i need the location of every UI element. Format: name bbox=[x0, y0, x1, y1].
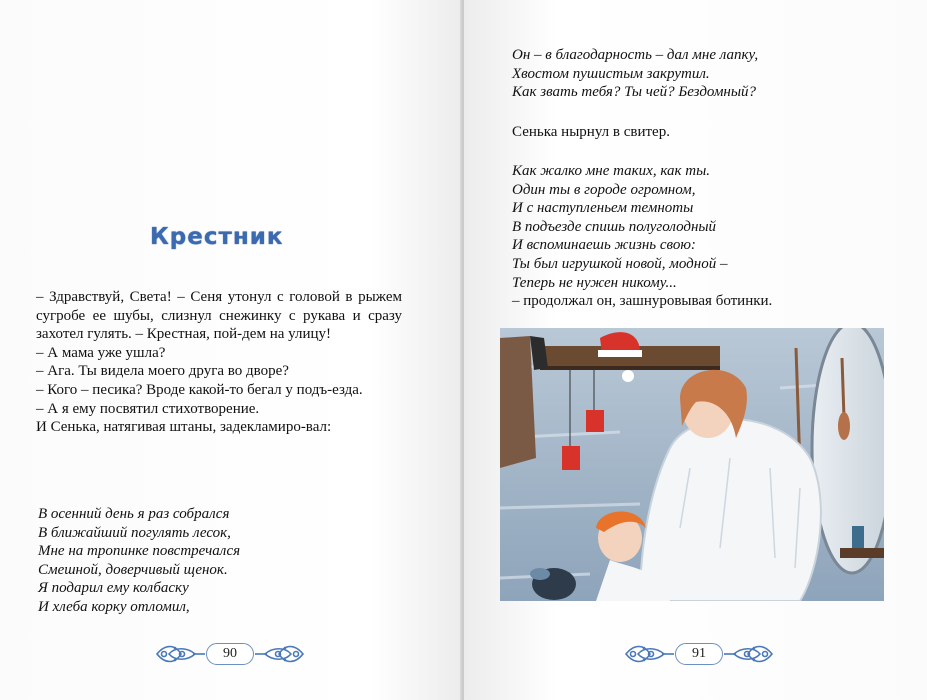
poem-line: И вспоминаешь жизнь свою: bbox=[512, 237, 696, 254]
poem-stanza-left bbox=[38, 505, 338, 617]
prose-paragraph: – Кого – песика? Вроде какой-то бегал у подъ-езда. bbox=[36, 381, 363, 398]
poem-line: Смешной, доверчивый щенок. bbox=[38, 561, 228, 578]
poem-line: Как жалко мне таких, как ты. bbox=[512, 163, 710, 179]
poem-line: Ты был игрушкой новой, модной – bbox=[512, 255, 728, 272]
illustration-picture bbox=[500, 328, 884, 601]
poem-line: В осенний день я раз собрался bbox=[38, 506, 230, 522]
prose-paragraph: – Здравствуй, Света! – Сеня утонул с головой в рыжем сугробе ее шубы, слизнул снежинку с рукава и сразу захотел гулять. – Крестная, пой-дем на улицу! bbox=[36, 289, 402, 343]
page-number: 90 bbox=[206, 643, 254, 665]
page-number-ornament-left bbox=[155, 640, 305, 668]
prose-paragraph: – А я ему посвятил стихотворение. bbox=[36, 400, 260, 417]
prose-paragraph: – Ага. Ты видела моего друга во дворе? bbox=[36, 363, 289, 380]
poem-stanza-right bbox=[512, 162, 852, 311]
prose-block bbox=[36, 288, 402, 437]
poem-line: В ближайший погулять лесок, bbox=[38, 524, 231, 541]
prose-line: – продолжал он, зашнуровывая ботинки. bbox=[512, 293, 773, 310]
poem-line: Один ты в городе огромном, bbox=[512, 181, 696, 198]
poem-stanza-right-top bbox=[512, 46, 852, 102]
poem-line: И хлеба корку отломил, bbox=[38, 598, 190, 615]
illustration bbox=[500, 328, 884, 601]
poem-line: Теперь не нужен никому... bbox=[512, 274, 677, 291]
page-number-ornament-right bbox=[624, 640, 774, 668]
page-number: 91 bbox=[675, 643, 723, 665]
poem-line: Как звать тебя? Ты чей? Бездомный? bbox=[512, 84, 757, 101]
poem-line: И с наступленьем темноты bbox=[512, 200, 694, 217]
prose-line: Сенька нырнул в свитер. bbox=[512, 124, 670, 140]
prose-paragraph: – А мама уже ушла? bbox=[36, 344, 166, 361]
poem-line: Мне на тропинке повстречался bbox=[38, 543, 241, 560]
poem-line: Я подарил ему колбаску bbox=[38, 580, 189, 597]
poem-line: Он – в благодарность – дал мне лапку, bbox=[512, 47, 759, 63]
left-page bbox=[0, 0, 462, 700]
poem-line: Хвостом пушистым закрутил. bbox=[512, 65, 710, 82]
prose-paragraph: И Сенька, натягивая штаны, задекламиро-вал: bbox=[36, 419, 332, 436]
poem-line: В подъезде спишь полуголодный bbox=[512, 218, 717, 235]
chapter-title: Крестник bbox=[150, 224, 284, 250]
